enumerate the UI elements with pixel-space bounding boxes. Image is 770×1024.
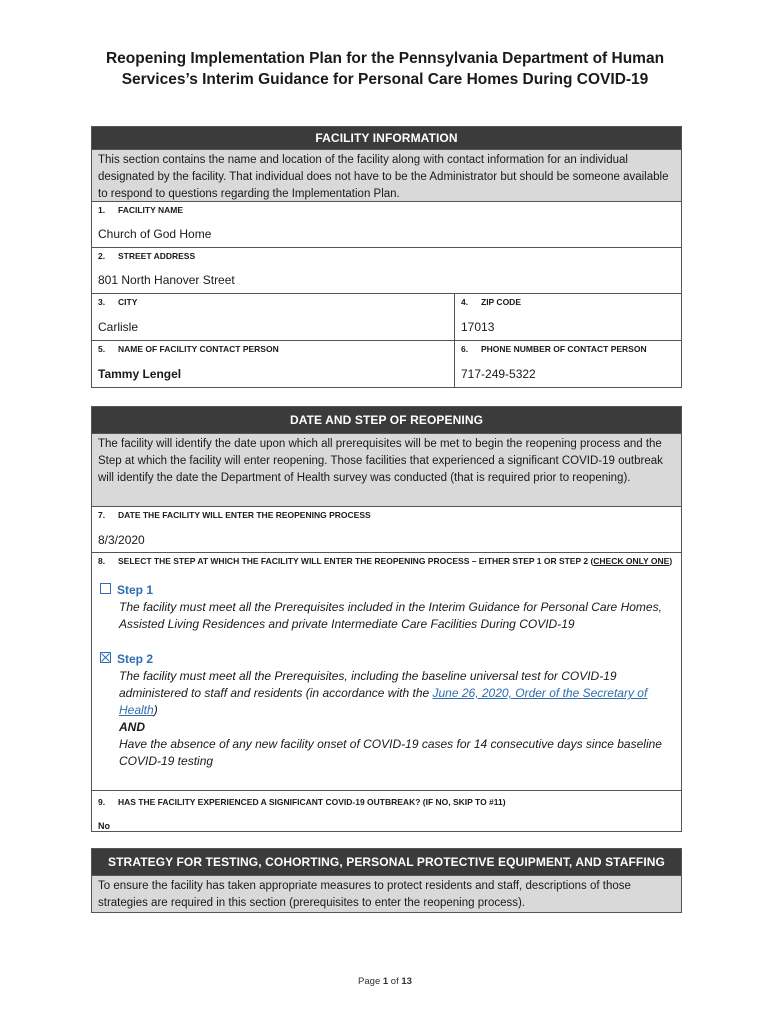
outbreak-row xyxy=(92,790,681,831)
step-2-label: Step 2 xyxy=(117,652,154,666)
zip-label: ZIP CODE xyxy=(481,297,521,307)
contact-row xyxy=(92,340,681,387)
total-page-count: 13 xyxy=(401,976,412,987)
order-of-secretary-link[interactable]: June 26, 2020, Order of the Secretary of Health xyxy=(119,686,648,717)
step-2-description: The facility must meet all the Prerequisites, including the baseline universal test for COVID-19 administered to staff and residents (in accordance with the June 26, 2020, Order of the Secretary of Health) xyxy=(119,669,648,717)
zip-value: 17013 xyxy=(461,320,495,334)
step-selection-row xyxy=(92,552,681,790)
step-1-label: Step 1 xyxy=(117,583,154,597)
facility-name-cell[interactable]: 1. FACILITY NAME Church of God Home xyxy=(92,202,681,247)
reopening-date-label: DATE THE FACILITY WILL ENTER THE REOPENING PROCESS xyxy=(118,510,371,520)
facility-name-value: Church of God Home xyxy=(98,227,212,241)
facility-name-label: FACILITY NAME xyxy=(118,205,184,215)
contact-person-value: Tammy Lengel xyxy=(98,367,182,381)
document-title xyxy=(60,48,710,90)
section-heading: FACILITY INFORMATION xyxy=(92,127,681,149)
title-line-2: Services’s Interim Guidance for Personal Care Homes During COVID-19 xyxy=(121,71,649,88)
street-address-cell[interactable]: 2. STREET ADDRESS 801 North Hanover Street xyxy=(92,248,681,293)
street-address-row xyxy=(92,247,681,293)
section-heading: STRATEGY FOR TESTING, COHORTING, PERSONAL PROTECTIVE EQUIPMENT, AND STAFFING xyxy=(92,849,681,875)
street-address-label: STREET ADDRESS xyxy=(118,251,196,261)
section-intro: This section contains the name and location of the facility along with contact information for an individual designated by the facility. That individual does not have to be the Administrator but should be someone available to respond to questions regarding the Implementation Plan. xyxy=(92,149,681,201)
facility-information-section xyxy=(91,126,682,388)
outbreak-label: HAS THE FACILITY EXPERIENCED A SIGNIFICANT COVID-19 OUTBREAK? (IF NO, SKIP TO #11) xyxy=(118,797,506,807)
zip-cell[interactable]: 4. ZIP CODE 17013 xyxy=(454,294,681,340)
title-line-1: Reopening Implementation Plan for the Pennsylvania Department of Human xyxy=(105,50,665,67)
step-1-description: The facility must meet all the Prerequisites included in the Interim Guidance for Personal Care Homes, Assisted Living Residences and private Intermediate Care Facilities During COVID-19 xyxy=(119,600,662,631)
reopening-date-value: 8/3/2020 xyxy=(98,533,145,547)
facility-name-row xyxy=(92,201,681,247)
city-zip-row xyxy=(92,293,681,340)
contact-person-label: NAME OF FACILITY CONTACT PERSON xyxy=(118,344,279,354)
phone-value: 717-249-5322 xyxy=(461,367,536,381)
contact-person-cell[interactable]: 5. NAME OF FACILITY CONTACT PERSON Tammy Lengel xyxy=(92,341,454,387)
section-heading: DATE AND STEP OF REOPENING xyxy=(92,407,681,433)
step-2-option[interactable] xyxy=(98,651,675,770)
outbreak-cell[interactable]: 9. HAS THE FACILITY EXPERIENCED A SIGNIFICANT COVID-19 OUTBREAK? (IF NO, SKIP TO #11) No xyxy=(92,791,681,831)
step-2-checkbox-checked-icon[interactable] xyxy=(100,652,111,663)
city-value: Carlisle xyxy=(98,320,139,334)
step-1-checkbox-icon[interactable] xyxy=(100,583,111,594)
step-selection-cell: 8. SELECT THE STEP AT WHICH THE FACILITY WILL ENTER THE REOPENING PROCESS – EITHER STEP 1 OR STEP 2 (CHECK ONLY ONE) Step 1 The facility must meet all the Prerequisites included in the Interim Guidance for Personal Care Homes, Assisted Living Residences and private Intermediate Care Facilities During COVID-19 Step 2 The facility must meet all the Prerequisites, including the baseline universal test for COVID-19 administered to staff and residents (in accordance with the June 26, 2020, Order of the Secretary of Health) AND Have the absence of any new facility onset of COVID-19 cases for 14 consecutive days since baseline COVID-19 testing xyxy=(92,553,681,790)
outbreak-value: No xyxy=(98,821,110,831)
strategy-section xyxy=(91,848,682,913)
phone-label: PHONE NUMBER OF CONTACT PERSON xyxy=(481,344,647,354)
page-footer: Page 1 of 13 xyxy=(358,976,412,987)
city-cell[interactable]: 3. CITY Carlisle xyxy=(92,294,454,340)
step-2-and-text: AND xyxy=(119,720,145,734)
step-1-option[interactable] xyxy=(98,582,675,633)
step-selection-label: SELECT THE STEP AT WHICH THE FACILITY WILL ENTER THE REOPENING PROCESS – EITHER STEP 1 OR STEP 2 (CHECK ONLY ONE) xyxy=(118,556,673,566)
current-page-number: 1 xyxy=(382,976,389,987)
reopening-date-cell[interactable]: 7. DATE THE FACILITY WILL ENTER THE REOPENING PROCESS 8/3/2020 xyxy=(92,507,681,552)
section-intro: The facility will identify the date upon which all prerequisites will be met to begin the reopening process and the Step at which the facility will enter reopening. Those facilities that experienced a significant COVID-19 outbreak will identify the date the Department of Health survey was conducted (that is required prior to reopening). xyxy=(92,433,681,506)
step-2-second-condition: Have the absence of any new facility onset of COVID-19 cases for 14 consecutive days since baseline COVID-19 testing xyxy=(119,737,662,768)
phone-cell[interactable]: 6. PHONE NUMBER OF CONTACT PERSON 717-249-5322 xyxy=(454,341,681,387)
street-address-value: 801 North Hanover Street xyxy=(98,273,235,287)
reopening-section xyxy=(91,406,682,832)
reopening-date-row xyxy=(92,506,681,552)
city-label: CITY xyxy=(118,297,138,307)
section-intro: To ensure the facility has taken appropriate measures to protect residents and staff, descriptions of those strategies are required in this section (prerequisites to enter the reopening process). xyxy=(92,875,681,912)
